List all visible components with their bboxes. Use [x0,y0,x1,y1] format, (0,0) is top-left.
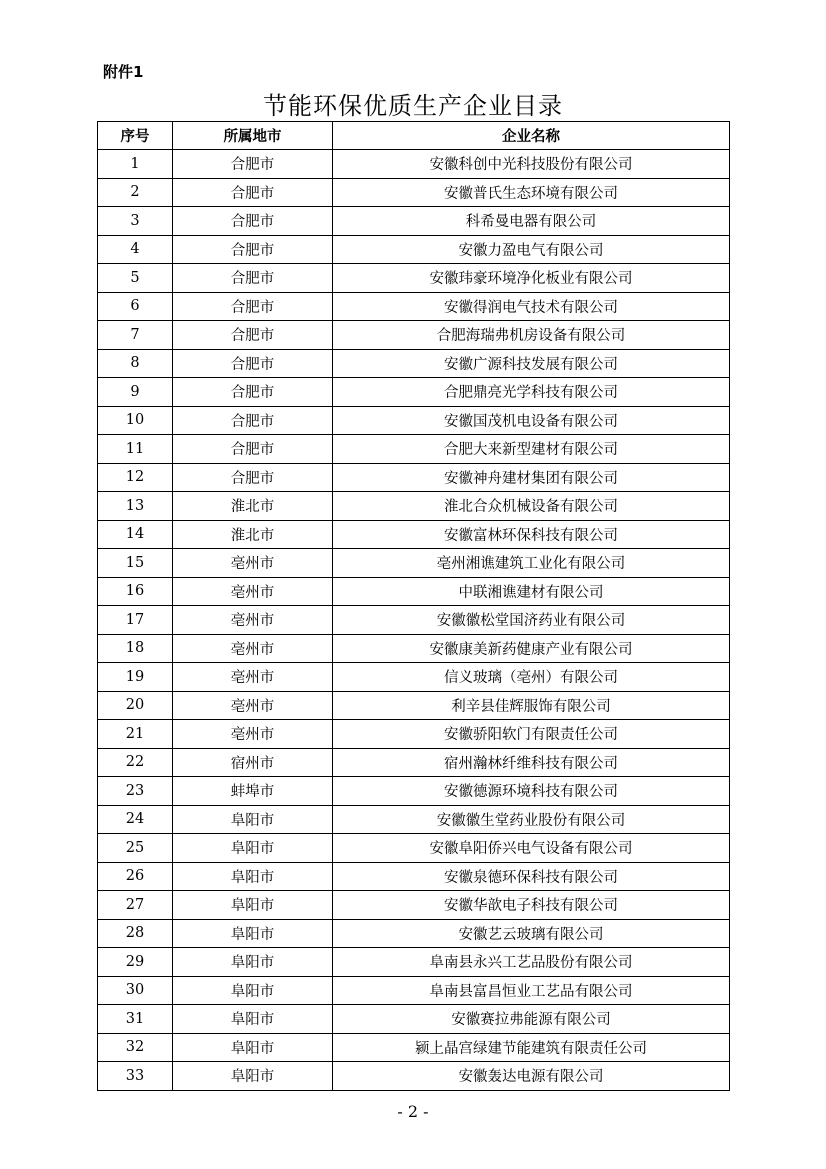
company-name-cell: 亳州湘谯建筑工业化有限公司 [333,549,730,578]
company-name-cell: 安徽阜阳侨兴电气设备有限公司 [333,834,730,863]
table-row [98,720,730,749]
city-cell: 合肥市 [173,150,333,179]
serial-number-cell: 20 [98,691,173,720]
company-name-cell: 安徽徽松堂国济药业有限公司 [333,606,730,635]
table-row [98,264,730,293]
serial-number-cell: 29 [98,948,173,977]
company-name-cell: 淮北合众机械设备有限公司 [333,492,730,521]
table-row [98,207,730,236]
company-name-cell: 阜南县永兴工艺品股份有限公司 [333,948,730,977]
city-cell: 合肥市 [173,178,333,207]
company-name-cell: 科希曼电器有限公司 [333,207,730,236]
serial-number-cell: 24 [98,805,173,834]
table-row [98,919,730,948]
table-row [98,606,730,635]
table-row [98,292,730,321]
serial-number-cell: 6 [98,292,173,321]
company-name-cell: 安徽广源科技发展有限公司 [333,349,730,378]
table-row [98,948,730,977]
serial-number-cell: 18 [98,634,173,663]
city-cell: 阜阳市 [173,1005,333,1034]
company-name-cell: 安徽得润电气技术有限公司 [333,292,730,321]
city-cell: 亳州市 [173,634,333,663]
company-name-cell: 信义玻璃（亳州）有限公司 [333,663,730,692]
city-cell: 合肥市 [173,235,333,264]
city-cell: 阜阳市 [173,862,333,891]
company-name-cell: 安徽轰达电源有限公司 [333,1062,730,1091]
serial-number-cell: 16 [98,577,173,606]
city-cell: 亳州市 [173,606,333,635]
table-row [98,549,730,578]
table-row [98,1062,730,1091]
company-name-cell: 宿州瀚林纤维科技有限公司 [333,748,730,777]
serial-number-cell: 2 [98,178,173,207]
serial-number-cell: 5 [98,264,173,293]
table-row [98,577,730,606]
city-cell: 阜阳市 [173,976,333,1005]
attachment-label: 附件1 [103,63,144,81]
serial-number-cell: 21 [98,720,173,749]
city-cell: 合肥市 [173,349,333,378]
serial-number-cell: 32 [98,1033,173,1062]
table-row [98,777,730,806]
company-name-cell: 安徽德源环境科技有限公司 [333,777,730,806]
city-cell: 蚌埠市 [173,777,333,806]
city-cell: 阜阳市 [173,919,333,948]
company-name-cell: 安徽赛拉弗能源有限公司 [333,1005,730,1034]
table-row [98,492,730,521]
serial-number-cell: 10 [98,406,173,435]
city-cell: 合肥市 [173,207,333,236]
serial-number-cell: 4 [98,235,173,264]
city-cell: 合肥市 [173,321,333,350]
company-name-cell: 利辛县佳辉服饰有限公司 [333,691,730,720]
company-name-cell: 安徽普氏生态环境有限公司 [333,178,730,207]
table-row [98,349,730,378]
serial-number-cell: 31 [98,1005,173,1034]
serial-number-cell: 14 [98,520,173,549]
serial-number-cell: 19 [98,663,173,692]
table-row [98,805,730,834]
serial-number-cell: 11 [98,435,173,464]
table-row [98,891,730,920]
serial-number-cell: 7 [98,321,173,350]
serial-number-cell: 27 [98,891,173,920]
company-name-cell: 安徽泉德环保科技有限公司 [333,862,730,891]
company-name-cell: 安徽玮豪环境净化板业有限公司 [333,264,730,293]
enterprise-directory-table [97,121,730,1091]
city-cell: 合肥市 [173,292,333,321]
city-cell: 阜阳市 [173,1062,333,1091]
city-cell: 阜阳市 [173,805,333,834]
serial-number-cell: 17 [98,606,173,635]
table-header-row [98,122,730,150]
company-name-cell: 安徽康美新药健康产业有限公司 [333,634,730,663]
table-row [98,520,730,549]
city-cell: 阜阳市 [173,834,333,863]
serial-number-cell: 3 [98,207,173,236]
header-city: 所属地市 [173,122,333,150]
company-name-cell: 安徽徽生堂药业股份有限公司 [333,805,730,834]
serial-number-cell: 23 [98,777,173,806]
city-cell: 亳州市 [173,691,333,720]
city-cell: 亳州市 [173,720,333,749]
company-name-cell: 合肥大来新型建材有限公司 [333,435,730,464]
company-name-cell: 合肥鼎亮光学科技有限公司 [333,378,730,407]
company-name-cell: 合肥海瑞弗机房设备有限公司 [333,321,730,350]
table-row [98,663,730,692]
city-cell: 阜阳市 [173,1033,333,1062]
company-name-cell: 安徽富林环保科技有限公司 [333,520,730,549]
table-body [98,150,730,1091]
city-cell: 亳州市 [173,577,333,606]
table-row [98,976,730,1005]
document-title: 节能环保优质生产企业目录 [263,92,563,120]
header-serial-number: 序号 [98,122,173,150]
serial-number-cell: 13 [98,492,173,521]
company-name-cell: 颍上晶宫绿建节能建筑有限责任公司 [333,1033,730,1062]
serial-number-cell: 22 [98,748,173,777]
company-name-cell: 阜南县富昌恒业工艺品有限公司 [333,976,730,1005]
city-cell: 合肥市 [173,435,333,464]
table-row [98,235,730,264]
table-row [98,1005,730,1034]
serial-number-cell: 15 [98,549,173,578]
serial-number-cell: 33 [98,1062,173,1091]
table-row [98,691,730,720]
company-name-cell: 安徽科创中光科技股份有限公司 [333,150,730,179]
table-row [98,321,730,350]
serial-number-cell: 30 [98,976,173,1005]
serial-number-cell: 12 [98,463,173,492]
city-cell: 淮北市 [173,520,333,549]
city-cell: 亳州市 [173,663,333,692]
table-row [98,378,730,407]
city-cell: 合肥市 [173,406,333,435]
table-row [98,178,730,207]
table-row [98,463,730,492]
table-row [98,862,730,891]
city-cell: 宿州市 [173,748,333,777]
table-row [98,634,730,663]
company-name-cell: 安徽国茂机电设备有限公司 [333,406,730,435]
table-row [98,1033,730,1062]
header-company-name: 企业名称 [333,122,730,150]
serial-number-cell: 1 [98,150,173,179]
company-name-cell: 安徽艺云玻璃有限公司 [333,919,730,948]
city-cell: 合肥市 [173,378,333,407]
table-row [98,150,730,179]
company-name-cell: 安徽神舟建材集团有限公司 [333,463,730,492]
company-name-cell: 安徽骄阳软门有限责任公司 [333,720,730,749]
serial-number-cell: 25 [98,834,173,863]
serial-number-cell: 9 [98,378,173,407]
table-row [98,834,730,863]
city-cell: 亳州市 [173,549,333,578]
table-row [98,435,730,464]
city-cell: 合肥市 [173,463,333,492]
city-cell: 阜阳市 [173,891,333,920]
company-name-cell: 安徽力盈电气有限公司 [333,235,730,264]
serial-number-cell: 8 [98,349,173,378]
table-row [98,406,730,435]
table-row [98,748,730,777]
city-cell: 淮北市 [173,492,333,521]
company-name-cell: 安徽华歆电子科技有限公司 [333,891,730,920]
city-cell: 阜阳市 [173,948,333,977]
company-name-cell: 中联湘谯建材有限公司 [333,577,730,606]
page-number: - 2 - [397,1102,429,1121]
serial-number-cell: 28 [98,919,173,948]
city-cell: 合肥市 [173,264,333,293]
serial-number-cell: 26 [98,862,173,891]
